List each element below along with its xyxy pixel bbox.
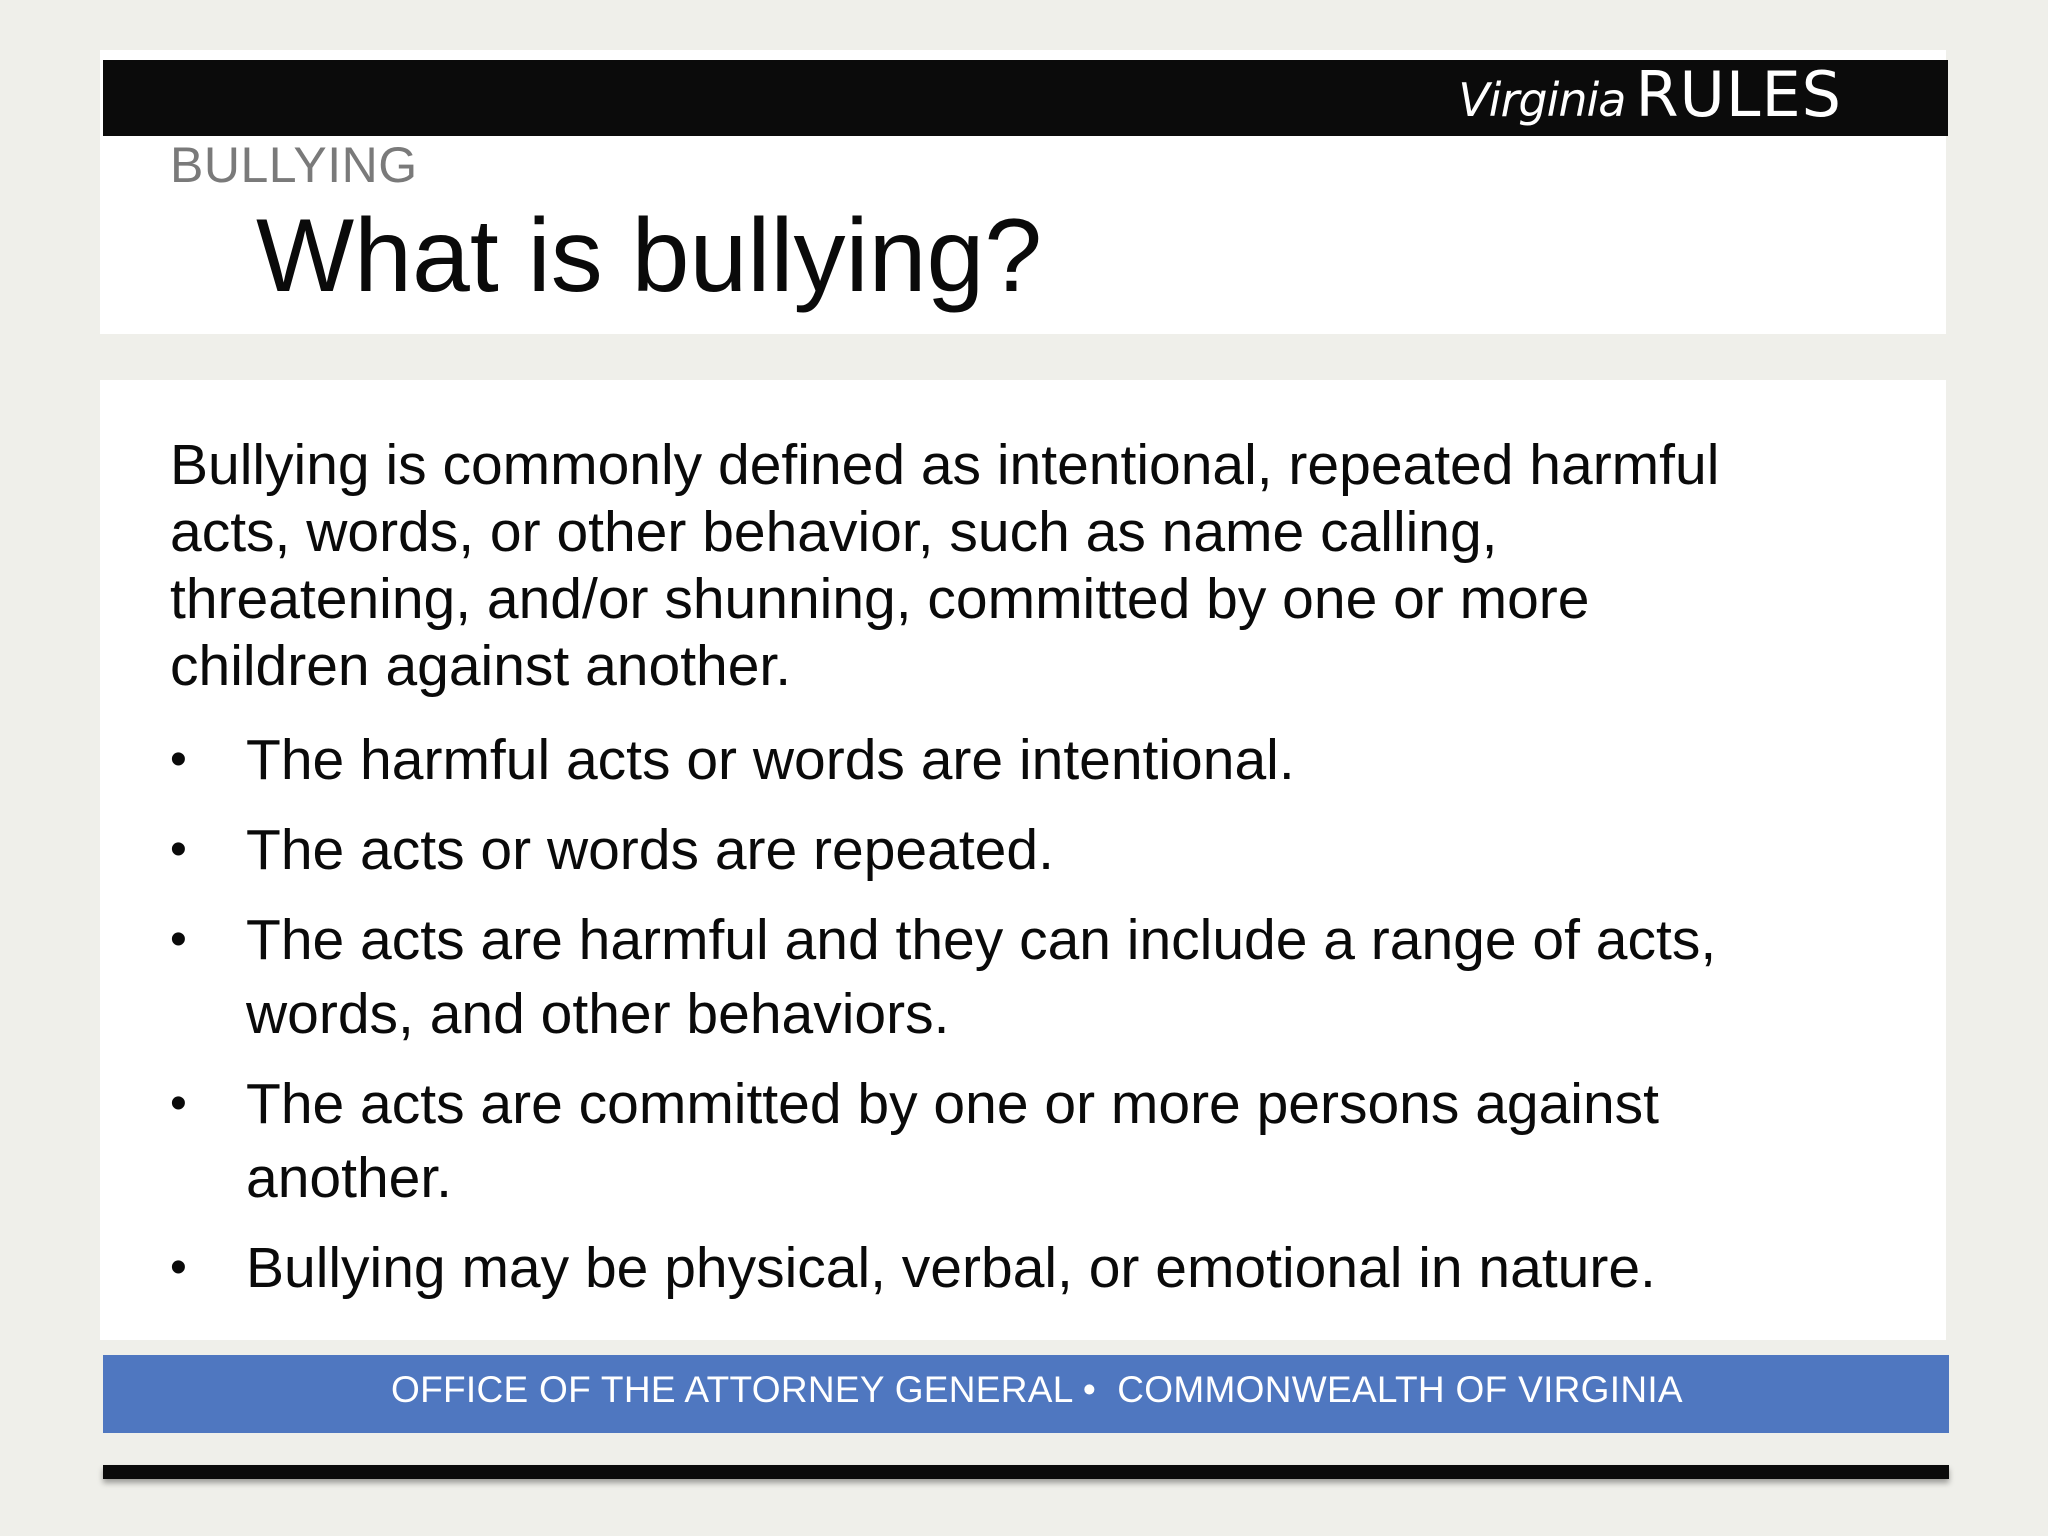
footer-text: OFFICE OF THE ATTORNEY GENERAL • COMMONWEALTH OF VIRGINIA bbox=[391, 1369, 1683, 1410]
bullet-list bbox=[170, 723, 1730, 1321]
bullet-item bbox=[170, 813, 1730, 887]
bullet-text: The harmful acts or words are intentional. bbox=[246, 728, 1295, 792]
bullet-icon: • bbox=[170, 1241, 187, 1294]
bullet-icon: • bbox=[170, 1077, 187, 1130]
intro-paragraph: Bullying is commonly defined as intentional, repeated harmful acts, words, or other behavior, such as name calling, threatening, and/or shunning, committed by one or more children against another. bbox=[170, 433, 1720, 698]
bullet-text: Bullying may be physical, verbal, or emotional in nature. bbox=[246, 1236, 1656, 1300]
bullet-item bbox=[170, 1231, 1730, 1305]
virginia-rules-logo bbox=[1458, 58, 1842, 131]
section-label: BULLYING bbox=[170, 137, 418, 193]
bullet-icon: • bbox=[170, 733, 187, 786]
bullet-item bbox=[170, 723, 1730, 797]
bottom-rule bbox=[103, 1465, 1949, 1479]
brand-bar bbox=[103, 60, 1948, 136]
bullet-icon: • bbox=[170, 913, 187, 966]
footer-band bbox=[103, 1355, 1949, 1433]
logo-name: RULES bbox=[1635, 58, 1842, 131]
bullet-icon: • bbox=[170, 823, 187, 876]
bullet-text: The acts are committed by one or more persons against another. bbox=[246, 1072, 1660, 1210]
bullet-text: The acts or words are repeated. bbox=[246, 818, 1054, 882]
bullet-item bbox=[170, 903, 1730, 1051]
bullet-text: The acts are harmful and they can include a range of acts, words, and other behaviors. bbox=[246, 908, 1717, 1046]
logo-prefix: Virginia bbox=[1458, 73, 1626, 127]
bullet-item bbox=[170, 1067, 1730, 1215]
slide-title: What is bullying? bbox=[256, 198, 1043, 314]
